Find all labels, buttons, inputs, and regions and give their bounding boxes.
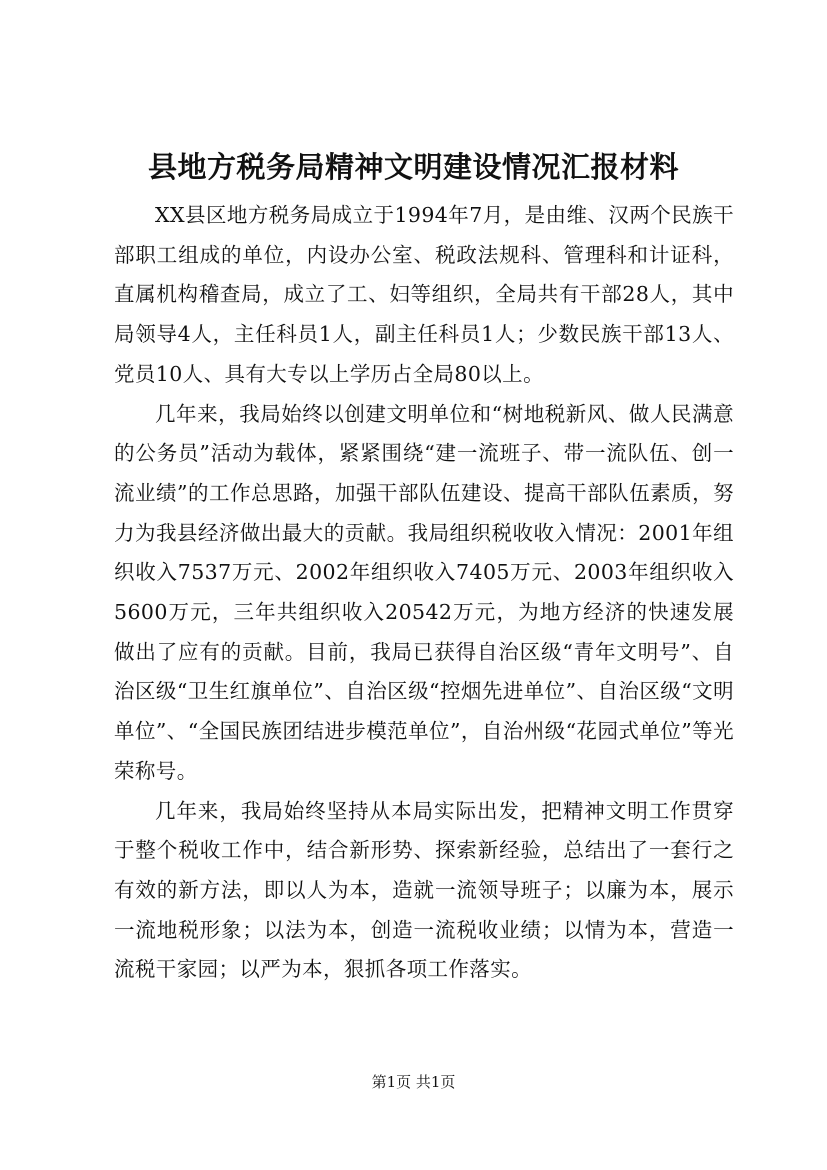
paragraph-methods: 几年来，我局始终坚持从本局实际出发，把精神文明工作贯穿于整个税收工作中，结合新形势、探索新经验，总结出了一套行之有效的新方法，即以人为本，造就一流领导班子；以廉为本，展示一流地税形象；以法为本，创造一流税收业绩；以情为本，营造一流税干家园；以严为本，狠抓各项工作落实。: [114, 798, 734, 982]
paragraph-achievements: 几年来，我局始终以创建文明单位和“树地税新风、做人民满意的公务员”活动为载体，紧紧围绕“建一流班子、带一流队伍、创一流业绩”的工作总思路，加强干部队伍建设、提高干部队伍素质，努力为我县经济做出最大的贡献。我局组织税收收入情况：2001年组织收入7537万元、2002年组织收入7405万元、2003年组织收入5600万元，三年共组织收入20542万元，为地方经济的快速发展做出了应有的贡献。目前，我局已获得自治区级“青年文明号”、自治区级“卫生红旗单位”、自治区级“控烟先进单位”、自治区级“文明单位”、“全国民族团结进步模范单位”，自治州级“花园式单位”等光荣称号。: [114, 401, 734, 783]
paragraph-intro: XX县区地方税务局成立于1994年7月，是由维、汉两个民族干部职工组成的单位，内设办公室、税政法规科、管理科和计证科，直属机构稽查局，成立了工、妇等组织，全局共有干部28人，其中局领导4人，主任科员1人，副主任科员1人；少数民族干部13人、党员10人、具有大专以上学历占全局80以上。: [114, 203, 734, 386]
document-body: [114, 196, 734, 990]
page-footer: 第1页 共1页: [371, 1073, 456, 1091]
document-title: 县地方税务局精神文明建设情况汇报材料: [147, 150, 679, 184]
